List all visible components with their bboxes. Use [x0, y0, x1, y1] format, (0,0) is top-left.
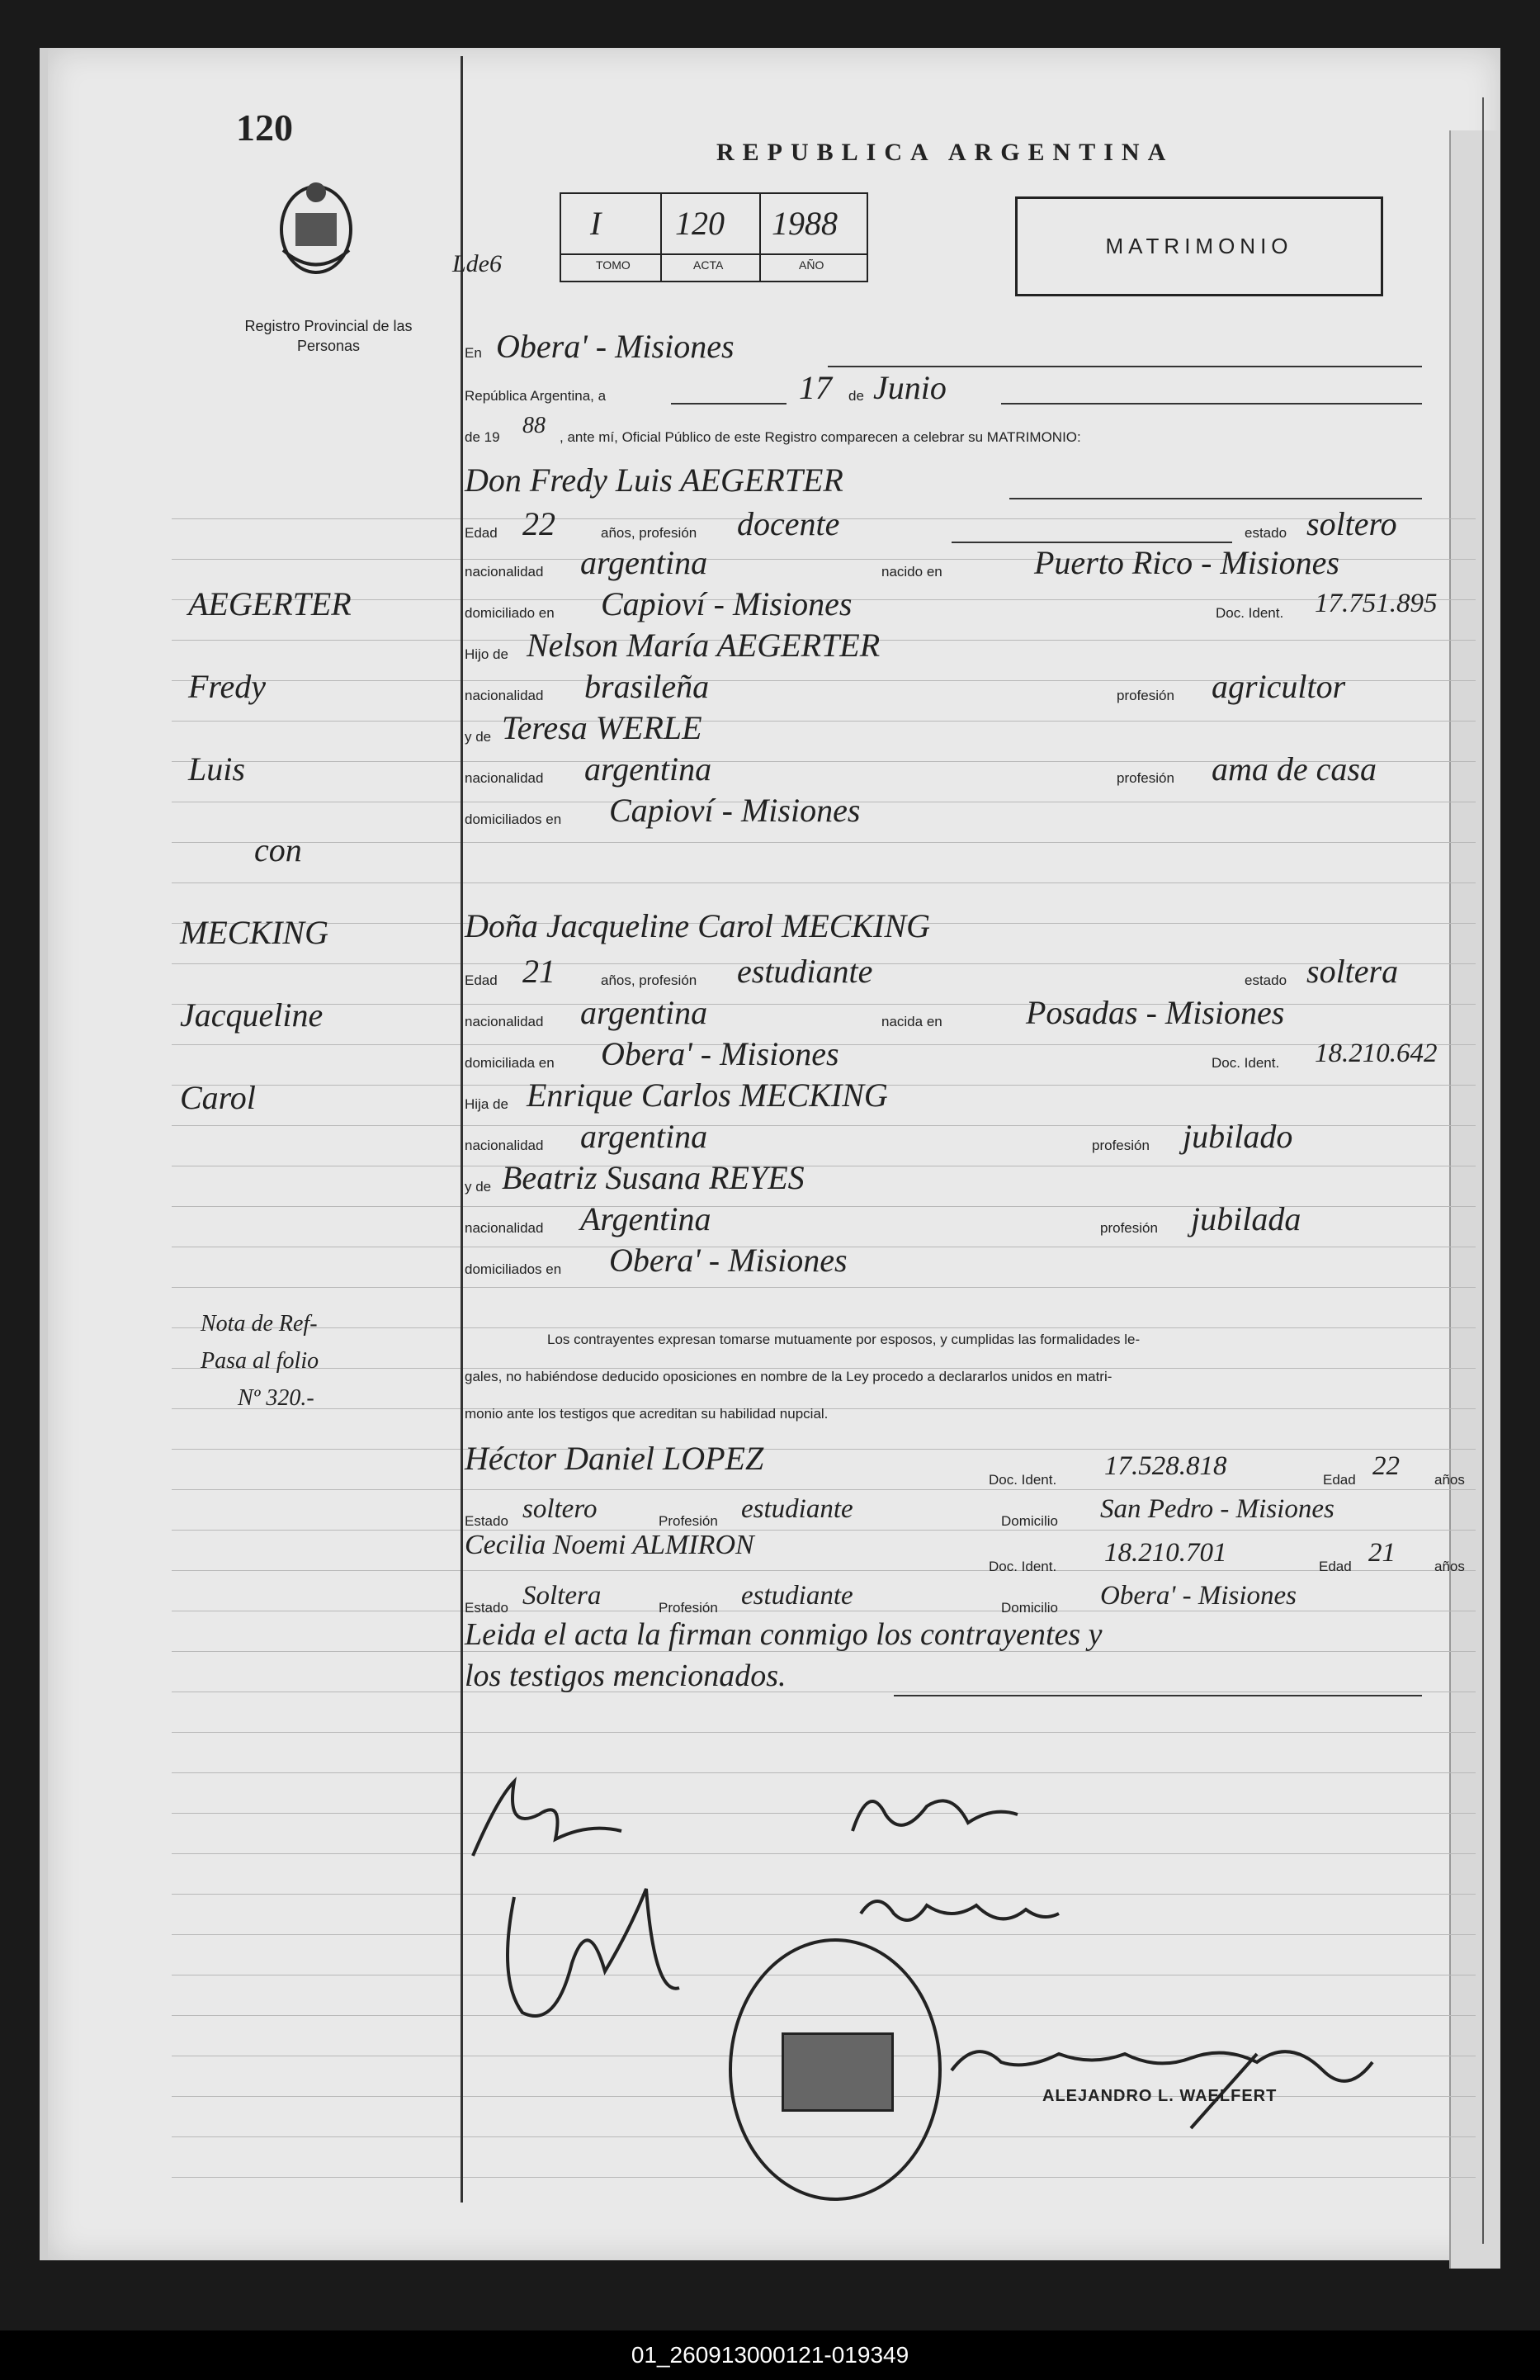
witness1-domicilio: San Pedro - Misiones	[1100, 1494, 1335, 1524]
margin-bride-name1: Jacqueline	[180, 996, 324, 1034]
label-bride-padre-nac: nacionalidad	[465, 1138, 544, 1153]
ano-value: 1988	[772, 205, 838, 242]
label-witness1-domicilio: Domicilio	[1001, 1513, 1058, 1529]
bride-padre: Enrique Carlos MECKING	[527, 1076, 888, 1114]
groom-profesion: docente	[737, 505, 840, 542]
witness2-doc: 18.210.701	[1104, 1538, 1227, 1568]
signature-bride	[836, 1773, 1034, 1856]
label-de19: de 19	[465, 429, 500, 445]
label-padre-nacionalidad: nacionalidad	[465, 688, 544, 703]
bride-madre: Beatriz Susana REYES	[502, 1159, 805, 1196]
bride-name: Doña Jacqueline Carol MECKING	[465, 907, 931, 944]
label-witness2-profesion: Profesión	[659, 1600, 718, 1616]
image-id-footer: 01_260913000121-019349	[0, 2330, 1540, 2380]
formal-text-line2: gales, no habiéndose deducido oposiciones en nombre de la Ley procedo a declararlos unidos en matri-	[465, 1369, 1112, 1384]
label-bride-padre-prof: profesión	[1092, 1138, 1150, 1153]
signature-groom	[465, 1765, 646, 1864]
official-stamp: ALEJANDRO L. WAELFERT	[1042, 2087, 1278, 2105]
label-estado: estado	[1245, 525, 1287, 541]
label-madre-nacionalidad: nacionalidad	[465, 770, 544, 786]
signature-official	[943, 2021, 1405, 2136]
registry-seal	[729, 1938, 942, 2201]
label-hija-de: Hija de	[465, 1096, 508, 1112]
witness1-profesion: estudiante	[741, 1494, 853, 1524]
label-bride-estado: estado	[1245, 972, 1287, 988]
label-nacionalidad: nacionalidad	[465, 564, 544, 580]
day-value: 17	[799, 369, 832, 406]
place-value: Obera' - Misiones	[496, 328, 735, 365]
label-witness2-doc: Doc. Ident.	[989, 1559, 1057, 1574]
groom-padre: Nelson María AEGERTER	[527, 627, 881, 664]
tomo-value: I	[590, 205, 602, 242]
witness1-doc: 17.528.818	[1104, 1451, 1227, 1481]
label-domiciliado-en: domiciliado en	[465, 605, 555, 621]
label-witness1-doc: Doc. Ident.	[989, 1472, 1057, 1488]
acta-value: 120	[675, 205, 725, 242]
label-de: de	[848, 388, 864, 404]
label-witness2-edad: Edad	[1319, 1559, 1352, 1574]
label-witness2-anos: años	[1434, 1559, 1465, 1574]
witness1-name: Héctor Daniel LOPEZ	[465, 1440, 764, 1477]
label-nacida-en: nacida en	[881, 1014, 942, 1029]
margin-con: con	[254, 831, 302, 868]
margin-groom-surname: AEGERTER	[188, 585, 352, 622]
label-domiciliada-en: domiciliada en	[465, 1055, 555, 1071]
groom-padre-prof: agricultor	[1212, 668, 1346, 705]
label-witness1-edad: Edad	[1323, 1472, 1356, 1488]
formal-text-line3: monio ante los testigos que acreditan su habilidad nupcial.	[465, 1406, 829, 1422]
label-bride-madre-prof: profesión	[1100, 1220, 1158, 1236]
closing-line1: Leida el acta la firman conmigo los contrayentes y	[465, 1617, 1103, 1652]
groom-estado: soltero	[1306, 505, 1397, 542]
country-header: REPUBLICA ARGENTINA	[716, 139, 1174, 166]
page-number: 120	[236, 106, 293, 149]
closing-line2: los testigos mencionados.	[465, 1658, 787, 1693]
formal-text-line1: Los contrayentes expresan tomarse mutuamente por esposos, y cumplidas las formalidades le-	[547, 1332, 1141, 1347]
tomo-label: TOMO	[596, 258, 631, 272]
groom-padres-domicilio: Capioví - Misiones	[609, 792, 861, 829]
coat-of-arms-icon	[271, 172, 361, 279]
label-witness1-profesion: Profesión	[659, 1513, 718, 1529]
signature-witness1	[489, 1864, 687, 2046]
witness2-name: Cecilia Noemi ALMIRON	[465, 1530, 754, 1560]
bride-doc: 18.210.642	[1315, 1039, 1438, 1068]
label-doc-ident: Doc. Ident.	[1216, 605, 1284, 621]
witness1-estado: soltero	[522, 1494, 598, 1524]
bride-nacida-en: Posadas - Misiones	[1026, 994, 1285, 1031]
label-bride-edad: Edad	[465, 972, 498, 988]
bride-nacionalidad: argentina	[580, 994, 708, 1031]
groom-nacido-en: Puerto Rico - Misiones	[1034, 544, 1339, 581]
label-bride-doc: Doc. Ident.	[1212, 1055, 1280, 1071]
bride-estado: soltera	[1306, 953, 1399, 990]
witness2-estado: Soltera	[522, 1581, 602, 1611]
margin-groom-name2: Luis	[188, 750, 245, 788]
label-y-de: y de	[465, 729, 492, 745]
witness2-edad: 21	[1368, 1538, 1396, 1568]
label-madre-profesion: profesión	[1117, 770, 1174, 786]
margin-bride-name2: Carol	[180, 1079, 256, 1116]
groom-edad: 22	[522, 505, 555, 542]
witness1-edad: 22	[1372, 1451, 1400, 1481]
ano-label: AÑO	[799, 258, 824, 272]
groom-madre-nac: argentina	[584, 750, 712, 788]
groom-nacionalidad: argentina	[580, 544, 708, 581]
acta-label: ACTA	[693, 258, 724, 272]
register-page	[40, 48, 1500, 2260]
side-note: Lde6	[452, 250, 502, 277]
groom-domicilio: Capioví - Misiones	[601, 585, 853, 622]
witness2-profesion: estudiante	[741, 1581, 853, 1611]
label-bride-domiciliados-en: domiciliados en	[465, 1261, 562, 1277]
label-anos-profesion: años, profesión	[601, 525, 697, 541]
groom-padre-nac: brasileña	[584, 668, 710, 705]
label-edad: Edad	[465, 525, 498, 541]
bride-padres-domicilio: Obera' - Misiones	[609, 1242, 848, 1279]
label-witness1-anos: años	[1434, 1472, 1465, 1488]
groom-name: Don Fredy Luis AEGERTER	[465, 461, 843, 499]
label-bride-y-de: y de	[465, 1179, 492, 1195]
label-witness2-estado: Estado	[465, 1600, 508, 1616]
bride-domicilio: Obera' - Misiones	[601, 1035, 839, 1072]
month-value: Junio	[873, 369, 947, 406]
label-witness1-estado: Estado	[465, 1513, 508, 1529]
label-witness2-domicilio: Domicilio	[1001, 1600, 1058, 1616]
margin-bride-surname: MECKING	[180, 914, 328, 951]
label-padre-profesion: profesión	[1117, 688, 1174, 703]
label-en: En	[465, 345, 482, 361]
label-hijo-de: Hijo de	[465, 646, 508, 662]
margin-divider	[461, 56, 463, 2203]
bride-padre-nac: argentina	[580, 1118, 708, 1155]
margin-note-line1: Nota de Ref-	[201, 1311, 318, 1337]
label-republica: República Argentina, a	[465, 388, 607, 404]
groom-madre-prof: ama de casa	[1212, 750, 1377, 788]
signature-witness2	[853, 1881, 1067, 1947]
groom-madre: Teresa WERLE	[502, 709, 702, 746]
bride-profesion: estudiante	[737, 953, 873, 990]
label-domiciliados-en: domiciliados en	[465, 811, 562, 827]
right-divider	[1482, 97, 1484, 2244]
margin-note-line3: Nº 320.-	[238, 1385, 314, 1411]
label-nacido-en: nacido en	[881, 564, 942, 580]
registry-name: Registro Provincial de las Personas	[244, 318, 413, 354]
bride-madre-nac: Argentina	[580, 1200, 711, 1237]
margin-note-line2: Pasa al folio	[201, 1348, 319, 1374]
bride-edad: 21	[522, 953, 555, 990]
bride-madre-prof: jubilada	[1191, 1200, 1301, 1237]
label-bride-madre-nac: nacionalidad	[465, 1220, 544, 1236]
year-value: 88	[522, 413, 546, 438]
witness2-domicilio: Obera' - Misiones	[1100, 1581, 1297, 1611]
bride-padre-prof: jubilado	[1183, 1118, 1293, 1155]
label-bride-anos-profesion: años, profesión	[601, 972, 697, 988]
margin-groom-name1: Fredy	[188, 668, 267, 705]
label-bride-nacionalidad: nacionalidad	[465, 1014, 544, 1029]
groom-doc: 17.751.895	[1315, 589, 1438, 618]
act-body	[465, 48, 1480, 2211]
intro-text: , ante mí, Oficial Público de este Registro comparecen a celebrar su MATRIMONIO:	[560, 429, 1081, 445]
act-type: MATRIMONIO	[1015, 196, 1383, 296]
